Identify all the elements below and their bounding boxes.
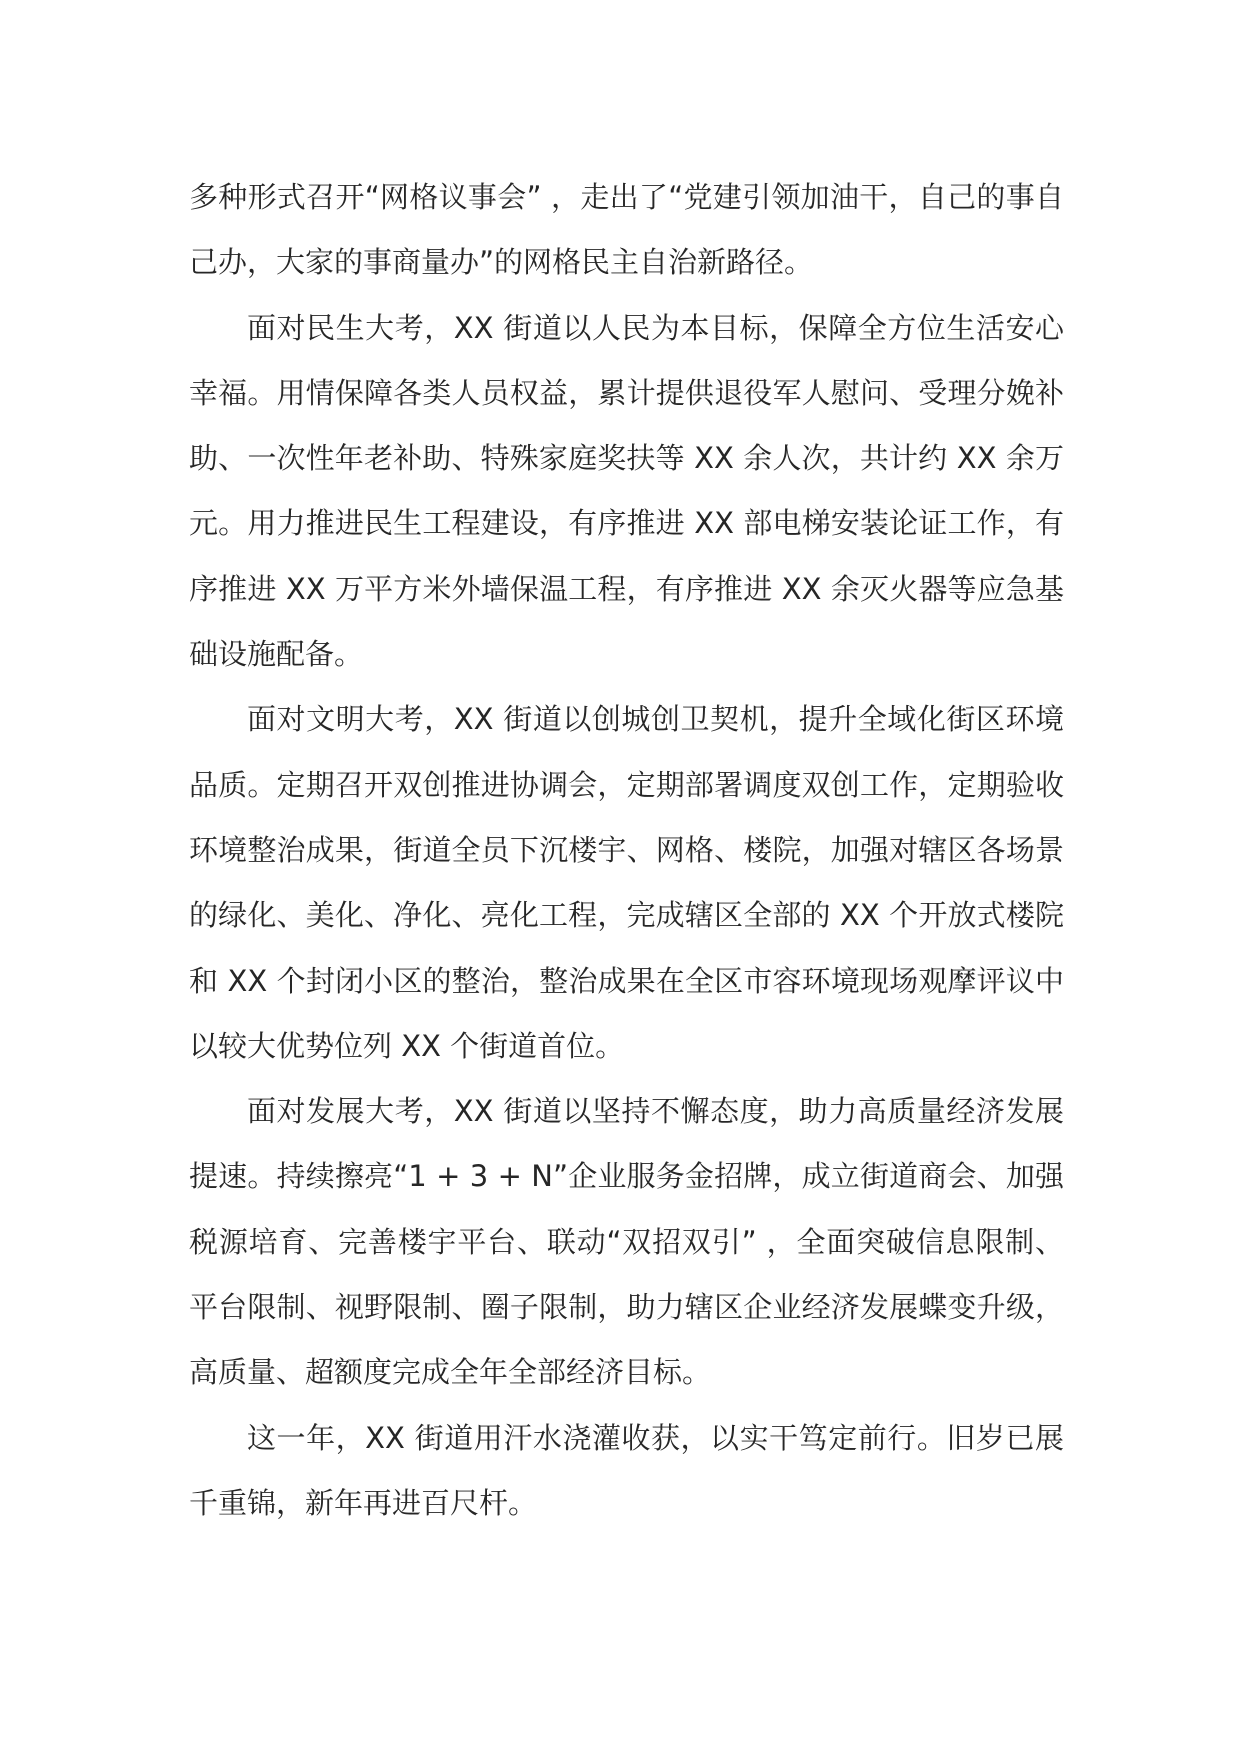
document-body [189,165,1064,1536]
paragraph-conclusion: 这一年，XX 街道用汗水浇灌收获，以实干笃定前行。旧岁已展千重锦，新年再进百尺杆。 [189,1420,1064,1520]
paragraph-development: 面对发展大考，XX 街道以坚持不懈态度，助力高质量经济发展提速。持续擦亮“1 + 3 + N”企业服务金招牌，成立街道商会、加强税源培育、完善楼宇平台、联动“双招双引” ，全面突破信息限制、平台限制、视野限制、圈子限制，助力辖区企业经济发展蝶变升级，高质量、超额度完成全年全部经济目标。 [189,1094,1064,1390]
paragraph-grid-council: 多种形式召开“网格议事会” ，走出了“党建引领加油干，自己的事自己办，大家的事商量办”的网格民主自治新路径。 [189,180,1064,280]
paragraph-civilization: 面对文明大考，XX 街道以创城创卫契机，提升全域化街区环境品质。定期召开双创推进协调会，定期部署调度双创工作，定期验收环境整治成果，街道全员下沉楼宇、网格、楼院，加强对辖区各场景的绿化、美化、净化、亮化工程，完成辖区全部的 XX 个开放式楼院和 XX 个封闭小区的整治，整治成果在全区市容环境现场观摩评议中以较大优势位列 XX 个街道首位。 [189,702,1064,1063]
paragraph-livelihood: 面对民生大考，XX 街道以人民为本目标，保障全方位生活安心幸福。用情保障各类人员权益，累计提供退役军人慰问、受理分娩补助、一次性年老补助、特殊家庭奖扶等 XX 余人次，共计约 XX 余万元。用力推进民生工程建设，有序推进 XX 部电梯安装论证工作，有序推进 XX 万平方米外墙保温工程，有序推进 XX 余灭火器等应急基础设施配备。 [189,310,1064,672]
